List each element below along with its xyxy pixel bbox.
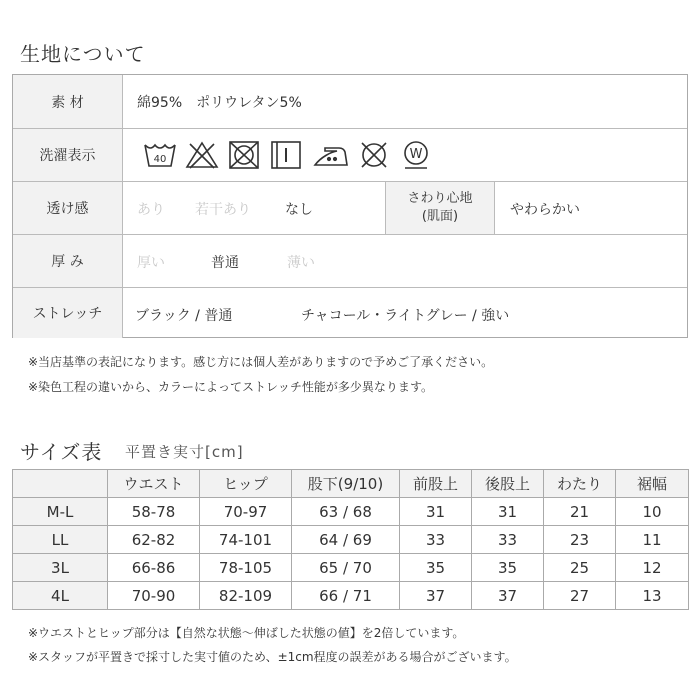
column-header: わたり [544,470,616,498]
stretch-row [13,287,687,338]
table-cell: 33 [472,526,544,554]
table-row [13,498,689,526]
table-cell: 66 / 71 [292,582,400,610]
table-cell: 31 [400,498,472,526]
column-header: ウエスト [108,470,200,498]
fabric-heading: 生地について [20,42,146,66]
size-label: LL [13,526,108,554]
table-cell: 62-82 [108,526,200,554]
no-tumble-dry-icon [227,140,261,170]
table-cell: 70-90 [108,582,200,610]
size-note-2: ※スタッフが平置きで採寸した実寸値のため、±1cm程度の誤差がある場合がございます。 [28,650,517,664]
column-header: 後股上 [472,470,544,498]
line-dry-icon [269,140,303,170]
stretch-value-1: ブラック / 普通 [135,308,233,324]
table-cell: 64 / 69 [292,526,400,554]
table-cell: 78-105 [200,554,292,582]
sheer-option-3: なし [285,202,313,218]
table-cell: 35 [400,554,472,582]
table-cell: 63 / 68 [292,498,400,526]
column-header: 前股上 [400,470,472,498]
wash-temp: 40 [153,154,167,165]
sheer-row [13,181,687,234]
material-row [13,75,687,128]
table-cell: 66-86 [108,554,200,582]
material-label: 素 材 [13,75,123,128]
size-table [12,469,689,610]
sheer-option-2: 若干あり [195,202,251,218]
wet-clean-icon [399,140,433,170]
table-row [13,554,689,582]
stretch-label: ストレッチ [13,288,123,338]
column-header: 股下(9/10) [292,470,400,498]
size-note-1: ※ウエストとヒップ部分は【自然な状態～伸ばした状態の値】を2倍しています。 [28,626,465,640]
table-cell: 13 [616,582,689,610]
table-row [13,582,689,610]
table-row [13,526,689,554]
size-label: M-L [13,498,108,526]
wash-40-icon [143,140,177,170]
iron-medium-icon [311,140,351,170]
care-row [13,128,687,181]
no-dry-clean-icon [357,140,391,170]
table-cell: 31 [472,498,544,526]
table-cell: 21 [544,498,616,526]
table-cell: 37 [400,582,472,610]
column-header: 裾幅 [616,470,689,498]
stretch-value-2: チャコール・ライトグレー / 強い [301,308,510,324]
thickness-option-3: 薄い [287,255,315,271]
touch-label-line2: (肌面) [421,209,459,224]
size-label: 3L [13,554,108,582]
table-cell: 10 [616,498,689,526]
material-value: 綿95% ポリウレタン5% [137,95,302,111]
column-header: ヒップ [200,470,292,498]
thickness-row [13,234,687,287]
fabric-note-1: ※当店基準の表記になります。感じ方には個人差がありますので予めご了承ください。 [28,355,494,369]
size-subheading: 平置き実寸[cm] [125,443,244,461]
size-corner-cell [13,470,108,498]
thickness-option-1: 厚い [137,255,165,271]
touch-label-line1: さわり心地 [407,191,473,206]
touch-value: やわらかい [510,202,580,218]
sheer-option-1: あり [137,202,165,218]
wet-letter: W [409,147,423,162]
fabric-table [12,74,688,338]
table-cell: 33 [400,526,472,554]
table-cell: 23 [544,526,616,554]
sheer-label: 透け感 [13,182,123,234]
table-cell: 74-101 [200,526,292,554]
fabric-note-2: ※染色工程の違いから、カラーによってストレッチ性能が多少異なります。 [28,380,433,394]
touch-label [385,182,495,234]
table-cell: 82-109 [200,582,292,610]
care-label: 洗濯表示 [13,129,123,181]
table-cell: 58-78 [108,498,200,526]
table-cell: 65 / 70 [292,554,400,582]
table-cell: 27 [544,582,616,610]
size-label: 4L [13,582,108,610]
table-cell: 35 [472,554,544,582]
no-bleach-icon [185,140,219,170]
table-cell: 11 [616,526,689,554]
thickness-option-2: 普通 [211,255,239,271]
table-cell: 70-97 [200,498,292,526]
table-cell: 37 [472,582,544,610]
size-table-header [13,470,689,498]
table-cell: 12 [616,554,689,582]
table-cell: 25 [544,554,616,582]
thickness-label: 厚 み [13,235,123,287]
size-heading: サイズ表 [20,440,103,464]
